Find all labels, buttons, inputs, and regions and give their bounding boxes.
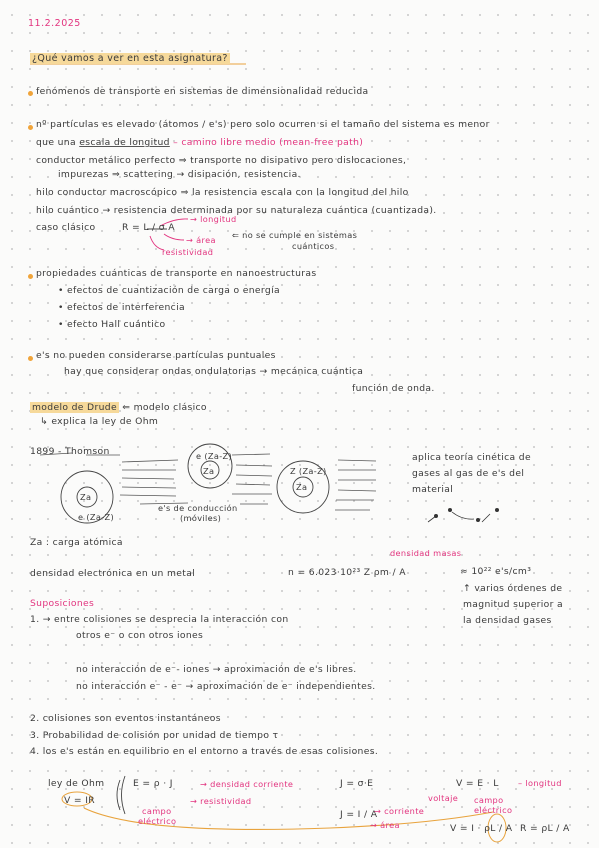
density-label: densidad electrónica en un metal xyxy=(30,568,196,579)
density-note-2: magnitud superior a xyxy=(463,599,563,610)
density-mass-label: densidad masas xyxy=(390,548,462,558)
bullet-dot xyxy=(28,356,33,361)
label-area: → área xyxy=(186,235,216,245)
resistance-formula: R = L / σ A xyxy=(122,222,175,233)
bullet-dot xyxy=(28,274,33,279)
drude-right-3: material xyxy=(412,484,454,495)
b3-item-1-text: efectos de cuantización de carga o energía xyxy=(67,285,280,296)
ion-za-3: Za xyxy=(296,482,308,492)
b2-line2a: que una xyxy=(36,137,76,148)
b3-item-2: • efectos de interferencia xyxy=(58,302,185,313)
b2-line6: hilo cuántico → resistencia determinada por su naturaleza cuántica (cuantizada). xyxy=(36,205,437,216)
ohm-eq4b: voltaje xyxy=(428,793,459,803)
ohm-eq4: V = E · L xyxy=(456,778,499,789)
ohm-eq4d: eléctrico xyxy=(474,805,513,815)
ohm-eq1a: → densidad corriente xyxy=(200,779,294,789)
b3-item-1: • efectos de cuantización de carga o energía xyxy=(58,285,280,296)
ion-label-2: e (Za-Z) xyxy=(196,451,233,461)
note-cuanticos: cuánticos xyxy=(292,241,335,251)
supos-2: 2. colisiones son eventos instantáneos xyxy=(30,713,221,724)
supos-1d: no interacción e⁻ - e⁻ → aproximación de e⁻ independientes. xyxy=(76,681,376,692)
b2-line2 xyxy=(36,137,363,148)
ion-za-2: Za xyxy=(203,466,215,476)
b2-line4: impurezas ⇒ scattering → disipación, resistencia. xyxy=(58,169,301,180)
conduction-mobile: (móviles) xyxy=(180,513,222,523)
ohm-eq4c: campo xyxy=(474,795,504,805)
drude-right-1: aplica teoría cinética de xyxy=(412,452,531,463)
suposiciones-title: Suposiciones xyxy=(30,598,95,609)
ohm-eq1: E = ρ · J xyxy=(133,778,173,789)
page-heading xyxy=(30,53,230,64)
b2-line5: hilo conductor macroscópico ⇒ la resistencia escala con la longitud del hilo xyxy=(36,187,409,198)
b2-line3: conductor metálico perfecto ⇒ transporte no disipativo pero dislocaciones, xyxy=(36,155,407,166)
supos-4: 4. los e's están en equilibrio en el entorno a través de esas colisiones. xyxy=(30,746,379,757)
ohm-eq6: R = ρL / A xyxy=(520,823,570,834)
note-date: 11.2.2025 xyxy=(28,18,81,29)
ohm-label: ley de Ohm xyxy=(48,778,105,789)
ohm-eq1c: campo xyxy=(142,806,172,816)
ohm-eq1b: → resistividad xyxy=(190,796,252,806)
ohm-eq3a: → corriente xyxy=(374,806,425,816)
bullet-dot xyxy=(28,125,33,130)
ion-za-1: Za xyxy=(80,492,92,502)
b3-item-3-text: efecto Hall cuántico xyxy=(67,319,166,330)
density-result: ≈ 10²² e's/cm³ xyxy=(460,566,532,577)
b3-item-3: • efecto Hall cuántico xyxy=(58,319,166,330)
b2-line2b: escala de longitud xyxy=(79,137,170,148)
heading-text: ¿Qué vamos a ver en esta asignatura? xyxy=(32,53,228,64)
b2-line2c: – camino libre medio (mean-free path) xyxy=(173,137,364,148)
b2-line1: nº partículas es elevado (átomos / e's) pero solo ocurren si el tamaño del sistema es menor xyxy=(36,119,490,130)
density-note-1: ↑ varios órdenes de xyxy=(463,583,563,594)
density-note-3: la densidad gases xyxy=(463,615,552,626)
drude-right-2: gases al gas de e's del xyxy=(412,468,525,479)
density-formula: n = 6.023·10²³ Z ρm / A xyxy=(288,567,406,578)
b2-line7a: caso clásico xyxy=(36,222,96,233)
conduction-label: e's de conducción xyxy=(158,503,238,513)
label-resistividad: resistividad xyxy=(162,247,214,257)
ion-label-3: Z (Za-Z) xyxy=(290,466,327,476)
b3-item-2-text: efectos de interferencia xyxy=(67,302,185,313)
bullet-dot xyxy=(28,91,33,96)
label-longitud: → longitud xyxy=(190,214,237,224)
b4-line1: e's no pueden considerarse partículas puntuales xyxy=(36,350,276,361)
ohm-eq2: J = σ·E xyxy=(340,778,374,789)
supos-1a: 1. → entre colisiones se desprecia la interacción con xyxy=(30,614,289,625)
drude-sub: ↳ explica la ley de Ohm xyxy=(40,416,159,427)
note-no-cumple: ⇐ no se cumple en sistemas xyxy=(232,230,358,240)
drude-title: modelo de Drude xyxy=(32,402,117,413)
thomson-label: 1899 - Thomson xyxy=(30,446,110,457)
drude-arrow: ⇐ modelo clásico xyxy=(122,402,207,413)
ohm-eq1d: eléctrico xyxy=(138,816,177,826)
ohm-eq3: J = I / A xyxy=(340,809,378,820)
za-definition: Za : carga atómica xyxy=(30,537,123,548)
supos-1c: no interacción de e⁻- iones → aproximación de e's libres. xyxy=(76,664,357,675)
b4-line2: hay que considerar ondas ondulatorias → mecánica cuántica xyxy=(64,366,364,377)
b3-title: propiedades cuánticas de transporte en nanoestructuras xyxy=(36,268,317,279)
ohm-vir: V = IR xyxy=(64,795,96,806)
b4-line3: función de onda. xyxy=(352,383,435,394)
supos-1b: otros e⁻ o con otros iones xyxy=(76,630,204,641)
drude-title-row xyxy=(30,402,207,413)
supos-3: 3. Probabilidad de colisión por unidad de tiempo τ xyxy=(30,730,279,741)
ohm-eq3b: → área xyxy=(370,820,400,830)
ohm-eq5: V = I · ρL / A xyxy=(450,823,513,834)
bullet-transport: fenómenos de transporte en sistemas de dimensionalidad reducida xyxy=(36,86,369,97)
ion-label-1: e (Za-Z) xyxy=(78,512,115,522)
ohm-eq4a: – longitud xyxy=(518,778,562,788)
